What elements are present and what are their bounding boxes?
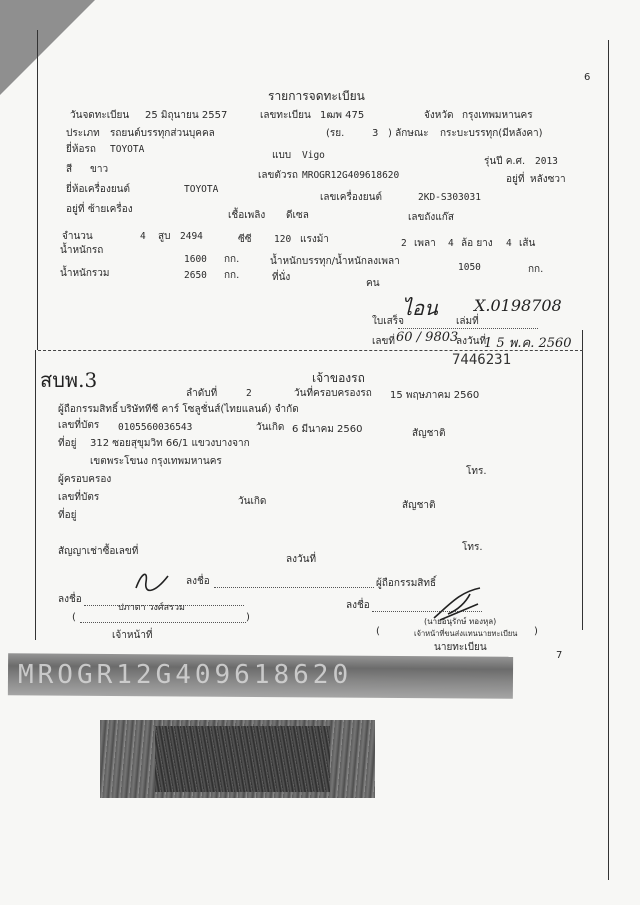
registrar-paren-open: ( [376,626,380,637]
officer-sign-label: ลงชื่อ [58,594,82,605]
right-border [608,40,609,880]
load: 1050 [458,262,481,273]
engine-brand-label: ยี่ห้อเครื่องยนต์ [66,184,131,195]
plate-label: เลขทะเบียน [260,110,311,121]
chassis-rubbing-text: MROGR12G409618620 [18,660,353,690]
form-code: สบพ.3 [40,368,98,392]
gross-weight-label: น้ำหนักรวม [60,268,110,279]
lease-label: สัญญาเช่าซื้อเลขที่ [58,546,139,557]
brand-label: ยี่ห้อรถ [66,144,96,155]
cyl-unit: สูบ [158,231,171,242]
possessor-birth-label: วันเกิด [238,496,267,507]
color-label: สี [66,164,73,175]
address-label: ที่อยู่ [58,438,77,449]
officer-paren-close: ) [246,612,250,623]
officer-signature [132,568,172,600]
officer-title: เจ้าหน้าที่ [112,630,153,641]
document-title: รายการจดทะเบียน [268,89,365,103]
color: ขาว [90,164,109,175]
left-border [37,30,38,350]
receipt-date-handwriting: 1 5 พ.ค. 2560 [484,336,572,351]
engine-number: 2KD-S303031 [418,192,481,203]
holder-sign-label: ลงชื่อ [186,576,210,587]
gross-unit: กก. [224,270,240,281]
fuel: ดีเซล [286,210,309,221]
holder-name: บริษัททีซี คาร์ โซลูชั่นส์(ไทยแลนด์) จำกัด [120,404,299,415]
lease-date-label: ลงวันที่ [286,554,317,565]
possessor-label: ผู้ครอบครอง [58,474,112,485]
vin-location-label: อยู่ที่ [506,174,525,185]
possessor-nationality-label: สัญชาติ [402,500,436,511]
wheels-unit: ล้อ ยาง [461,238,493,249]
card-label: เลขที่บัตร [58,420,100,431]
vehicle-type: รถยนต์บรรทุกส่วนบุคคล [110,128,215,139]
seats-unit: คน [366,278,380,289]
engine-location: ซ้ายเครื่อง [88,204,133,215]
hp-unit: แรงม้า [300,234,329,245]
reg-date: 25 มิถุนายน 2557 [145,110,228,121]
province: กรุงเทพมหานคร [462,110,533,121]
reg-date-label: วันจดทะเบียน [70,110,130,121]
cc: 2494 [180,231,203,242]
folded-corner [0,0,95,95]
engine-brand: TOYOTA [184,184,219,195]
registrar-name: (นายอนุรักษ์ ทองหุล) [424,617,497,626]
weight-label: น้ำหนักรถ [60,245,104,256]
registrar-title: นายทะเบียน [434,642,487,653]
holder-label: ผู้ถือกรรมสิทธิ์ [58,404,119,415]
char-label: ) ลักษณะ [388,128,429,139]
tires: 4 [506,238,512,249]
vin-label: เลขตัวรถ [258,170,298,181]
address-line-2: เขตพระโขนง กรุงเทพมหานคร [90,456,222,467]
page-number-2: 7 [556,650,563,661]
registrar-subtitle: เจ้าหน้าที่ขนส่งแทนนายทะเบียน [414,629,518,638]
model-label: แบบ [272,150,292,161]
cyl-count-label: จำนวน [62,231,93,242]
address-line-1: 312 ซอยสุขุมวิท 66/1 แขวงบางจาก [90,438,250,449]
engine-rubbing-core [155,726,330,792]
ry-value: 3 [372,128,379,139]
gas-tank-label: เลขถังแก๊ส [408,212,454,223]
wheels: 4 [448,238,454,249]
stamp-number: 7446231 [452,352,512,368]
axle-unit: เพลา [414,238,436,249]
officer-name: ปภาดา วงศ์สรวม [118,603,185,613]
phone-label: โทร. [466,466,487,477]
model-year: 2013 [535,156,558,167]
type-label: ประเภท [66,128,100,139]
receipt-book-label: เล่มที่ [456,316,479,327]
officer-name-line [80,622,246,623]
page-number: 6 [584,72,591,83]
tires-unit: เส้น [519,238,536,249]
province-label: จังหวัด [424,110,454,121]
section-divider [38,350,583,351]
card-number: 0105560036543 [118,422,193,433]
birth-label: วันเกิด [256,422,285,433]
ry-label: (รย. [326,128,345,139]
nationality-label: สัญชาติ [412,428,446,439]
vehicle-character: กระบะบรรทุก(มีหลังคา) [440,128,543,139]
brand: TOYOTA [110,144,145,155]
receipt-handwriting-2: X.0198708 [474,296,562,315]
receipt-label: ใบเสร็จ [372,316,404,327]
fuel-label: เชื้อเพลิง [228,210,266,221]
plate-number: 1ฒพ 475 [320,110,365,121]
weight: 1600 [184,254,207,265]
birth-date: 6 มีนาคม 2560 [292,424,363,435]
load-unit: กก. [528,264,544,275]
possessor-address-label: ที่อยู่ [58,510,77,521]
holder-sign-title: ผู้ถือกรรมสิทธิ์ [376,578,437,589]
possessor-card-label: เลขที่บัตร [58,492,100,503]
owner-section-title: เจ้าของรถ [312,371,365,385]
axles: 2 [401,238,407,249]
horsepower: 120 [274,234,292,245]
engine-no-label: เลขเครื่องยนต์ [320,192,382,203]
model: Vigo [302,150,325,161]
load-label: น้ำหนักบรรทุก/น้ำหนักลงเพลา [270,256,400,267]
order-label: ลำดับที่ [186,388,218,399]
vin: MROGR12G409618620 [302,170,400,181]
cyl-count: 4 [140,231,146,242]
hold-date: 15 พฤษภาคม 2560 [390,390,480,401]
receipt-dotted-line [398,328,538,329]
receipt-no-label: เลขที่ [372,336,395,347]
receipt-date-label: ลงวันที่ [456,336,487,347]
left-border-lower [35,350,36,640]
cc-unit: ซีซี [238,234,252,245]
seats-label: ที่นั่ง [272,272,291,283]
vin-location: หลังซวา [530,174,566,185]
officer-paren-open: ( [72,612,76,623]
receipt-handwriting-1: ไอน [402,296,438,320]
possessor-phone-label: โทร. [462,542,483,553]
right-border-2 [582,330,583,630]
hold-date-label: วันที่ครอบครองรถ [294,388,372,399]
engine-loc-label: อยู่ที่ [66,204,85,215]
registrar-sign-label: ลงชื่อ [346,600,370,611]
registrar-paren-close: ) [534,626,538,637]
gross-weight: 2650 [184,270,207,281]
receipt-no-handwriting: 60 / 9803 [396,330,459,345]
weight-unit: กก. [224,254,240,265]
year-label: รุ่นปี ค.ศ. [484,156,526,167]
holder-sign-line [214,587,374,588]
order: 2 [246,388,252,399]
